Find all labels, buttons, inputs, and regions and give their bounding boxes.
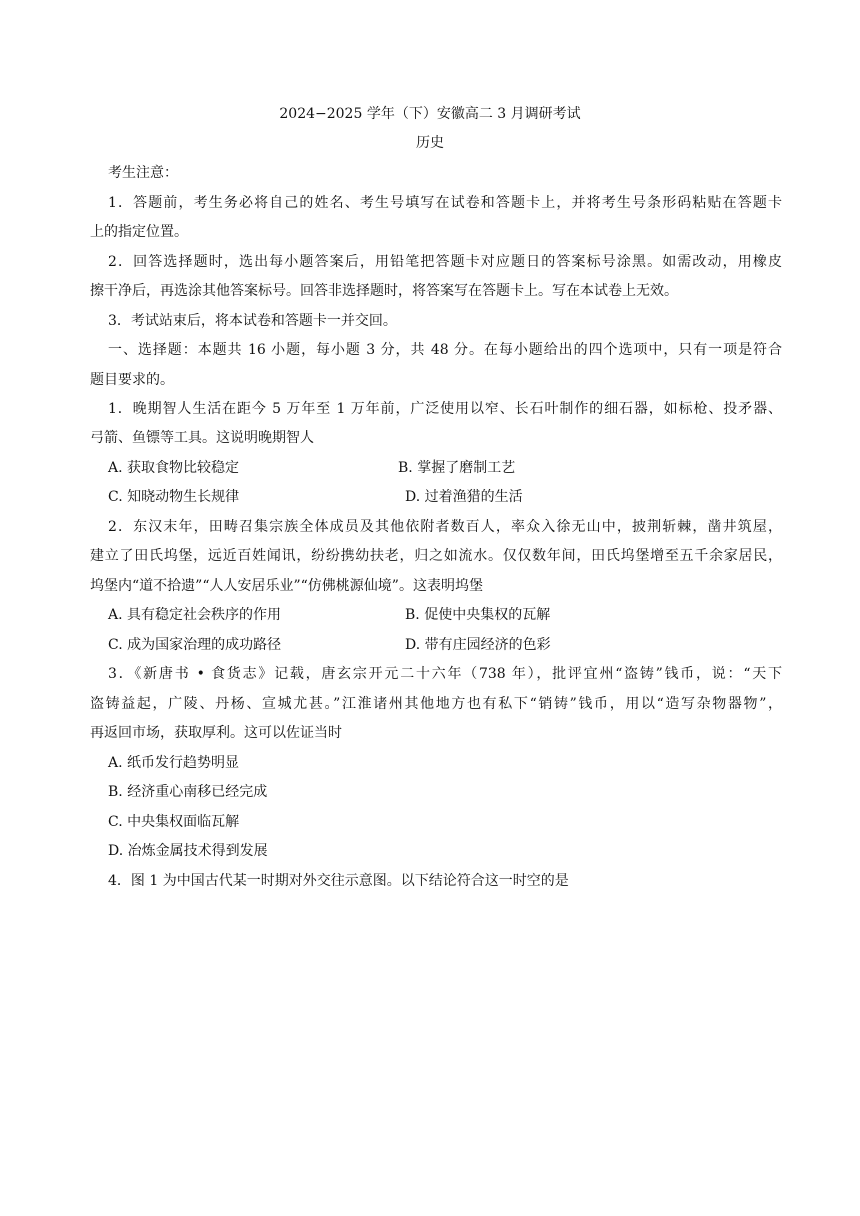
notice-heading: 考生注意： (108, 165, 178, 181)
question-3-option-c: C. 中央集权面临瓦解 (108, 814, 240, 830)
notice-item-3: 3．考试站束后，将本试卷和答题卡一并交回。 (108, 313, 397, 329)
notice-item-1-cont: 上的指定位置。 (90, 224, 188, 240)
question-2-option-c: C. 成为国家治理的成功路径 (108, 637, 282, 653)
question-2-stem-cont-2: 坞堡内“道不拾遗”“人人安居乐业”“仿佛桃源仙境”。这表明坞堡 (90, 578, 483, 594)
question-1-stem: 1．晚期智人生活在距今 5 万年至 1 万年前，广泛使用以窄、长石叶制作的细石器，如标枪、投矛器、 (108, 401, 782, 417)
question-4-stem: 4．图 1 为中国古代某一时期对外交往示意图。以下结论符合这一时空的是 (108, 873, 569, 889)
question-3-option-a: A. 纸币发行趋势明显 (108, 755, 240, 771)
question-1-option-a: A. 获取食物比较稳定 (108, 460, 240, 476)
question-2-option-d: D. 带有庄园经济的色彩 (405, 637, 551, 653)
section-heading-cont: 题目要求的。 (90, 372, 174, 388)
question-3-stem-cont-2: 再返回市场，获取厚利。这可以佐证当时 (90, 725, 342, 741)
subject-title: 历史 (416, 135, 444, 151)
question-2-option-a: A. 具有稳定社会秩序的作用 (108, 607, 282, 623)
question-2-stem-cont-1: 建立了田氏坞堡，远近百姓闻讯，纷纷携幼扶老，归之如流水。仅仅数年间，田氏坞堡增至五千余家居民， (90, 548, 782, 564)
question-1-option-b: B. 掌握了磨制工艺 (398, 460, 516, 476)
question-1-option-c: C. 知晓动物生长规律 (108, 489, 240, 505)
notice-item-2: 2．回答选择题时，选出每小题答案后，用铅笔把答题卡对应题日的答案标号涂黑。如需改动，用橡皮 (108, 254, 782, 270)
notice-item-2-cont: 擦干净后，再选涂其他答案标号。回答非选择题时，将答案写在答题卡上。写在本试卷上无效。 (90, 283, 678, 299)
question-3-option-d: D. 冶炼金属技术得到发展 (108, 843, 268, 859)
question-1-option-d: D. 过着渔猎的生活 (405, 489, 523, 505)
question-3-option-b: B. 经济重心南移已经完成 (108, 784, 268, 800)
notice-item-1: 1．答题前，考生务必将自己的姓名、考生号填写在试卷和答题卡上，并将考生号条形码粘贴在答题卡 (108, 195, 782, 211)
question-1-stem-cont: 弓箭、鱼镖等工具。这说明晚期智人 (90, 430, 314, 446)
exam-title: 2024−2025 学年（下）安徽高二 3 月调研考试 (279, 106, 581, 122)
question-2-stem: 2．东汉末年，田畴召集宗族全体成员及其他依附者数百人，率众入徐无山中，披荆斩棘，凿井筑屋， (108, 519, 782, 535)
question-3-stem: 3．《新唐书 • 食货志》记载，唐玄宗开元二十六年（738 年），批评宜州“盗铸”钱币，说：“天下 (108, 666, 782, 682)
section-heading: 一、选择题：本题共 16 小题，每小题 3 分，共 48 分。在每小题给出的四个选项中，只有一项是符合 (108, 342, 782, 358)
question-3-stem-cont-1: 盗铸益起，广陵、丹杨、宣城尤甚。”江淮诸州其他地方也有私下“销铸”钱币，用以“造写杂物器物”， (90, 696, 782, 712)
question-2-option-b: B. 促使中央集权的瓦解 (405, 607, 551, 623)
